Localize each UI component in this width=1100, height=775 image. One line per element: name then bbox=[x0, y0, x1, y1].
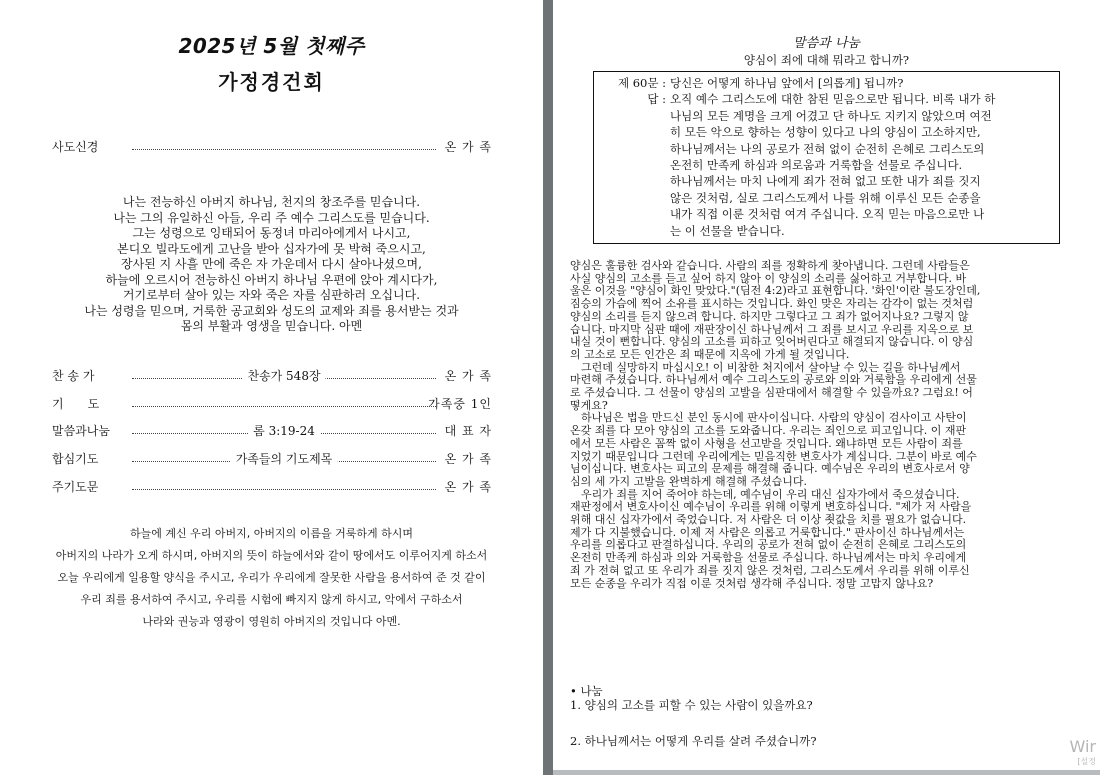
catechism-answer-line bbox=[600, 223, 1053, 239]
creed-line: 거기로부터 살아 있는 자와 죽은 자를 심판하러 오십니다. bbox=[122, 288, 421, 302]
creed-line: 하늘에 오르시어 전능하신 아버지 하나님 우편에 앉아 계시다가, bbox=[105, 272, 438, 287]
order-item-performer: 온 가 족 bbox=[444, 452, 492, 466]
essay-line: 온전히 만족케 하심과 의와 거룩함을 선물로 주십니다. 하나님께서는 마치 우리에게 bbox=[570, 551, 967, 565]
order-item-performer: 가족중 1인 bbox=[428, 397, 492, 411]
essay-line: 내실 것이 뻔합니다. 양심의 고소를 피하고 잊어버린다고 해결되지 않습니다. 이 양심 bbox=[570, 335, 974, 349]
order-item-name: 찬 송 가 bbox=[52, 369, 95, 383]
discussion-question-2: 2. 하나님께서는 어떻게 우리를 살려 주셨습니까? bbox=[570, 734, 817, 748]
essay-line: 제가 다 지불했습니다. 이제 저 사람은 의롭고 거룩합니다." 판사이신 하나님께서는 bbox=[570, 525, 965, 539]
section-title: 말씀과 나눔 bbox=[793, 36, 860, 51]
order-item-content: 찬송가 548장 bbox=[242, 367, 325, 385]
order-row-hymn bbox=[52, 367, 492, 385]
apostles-creed bbox=[40, 195, 503, 335]
answer-text: 오직 예수 그리스도에 대한 참된 믿음으로만 됩니다. 비록 내가 하 bbox=[670, 92, 996, 107]
catechism-answer-line bbox=[600, 190, 1053, 206]
catechism-answer-line bbox=[600, 157, 1053, 173]
creed-line: 나는 그의 유일하신 아들, 우리 주 예수 그리스도를 믿습니다. bbox=[113, 210, 430, 225]
catechism-answer-line bbox=[600, 124, 1053, 140]
answer-text: 히 모든 악으로 향하는 성향이 있다고 나의 양심이 고소하지만, bbox=[670, 125, 981, 140]
essay-line: 울은 이것을 "양심이 화인 맞았다."(딤전 4:2)라고 표현합니다. '화인'이란 불도장인데, bbox=[570, 284, 981, 298]
order-item-name: 말씀과나눔 bbox=[52, 424, 110, 438]
essay-line: 습니다. 마지막 심판 때에 재판장이신 하나님께서 그 죄를 보시고 우리를 지옥으로 보 bbox=[570, 322, 974, 336]
catechism-box bbox=[593, 71, 1060, 244]
creed-line: 본디오 빌라도에게 고난을 받아 십자가에 못 박혀 죽으시고, bbox=[117, 241, 426, 256]
dotted-leader bbox=[132, 450, 436, 468]
prayer-line: 아버지의 나라가 오게 하시며, 아버지의 뜻이 하늘에서와 같이 땅에서도 이루어지게 하소서 bbox=[55, 549, 488, 562]
essay-line: 양심의 소리를 듣지 않으려 합니다. 하지만 그렇다고 그 죄가 없어지나요? 그렇지 않 bbox=[570, 309, 969, 323]
essay-line: 우리가 죄를 지어 죽어야 하는데, 예수님이 우리 대신 십자가에서 죽으셨습니다. bbox=[570, 487, 960, 501]
sermon-essay bbox=[570, 260, 1085, 590]
answer-text: 하나님께서는 나의 공로가 전혀 없이 순전히 은혜로 그리스도의 bbox=[670, 141, 985, 156]
order-item-content: 롬 3:19-24 bbox=[248, 422, 320, 440]
essay-line: 에서 모든 사람은 꼼짝 없이 사형을 선고받을 것입니다. 왜냐하면 모든 사람이 죄를 bbox=[570, 436, 963, 450]
essay-line: 온갖 죄를 다 모아 양심의 고소를 도와줍니다. 우리는 죄인으로 피고입니다. 이 재판 bbox=[570, 424, 967, 438]
question-label: 제 60문 : bbox=[617, 76, 666, 90]
bulletin-subtitle: 가정경건회 bbox=[218, 70, 325, 94]
order-item-name: 주기도문 bbox=[52, 480, 99, 494]
answer-label: 답 : bbox=[647, 92, 666, 107]
creed-line: 나는 성령을 믿으며, 거룩한 공교회와 성도의 교제와 죄를 용서받는 것과 bbox=[84, 303, 459, 318]
essay-line: 재판정에서 변호사이신 예수님이 우리를 위해 이렇게 변호하십니다. "제가 저 사람을 bbox=[570, 500, 972, 514]
discussion-question-1: 1. 양심의 고소를 피할 수 있는 사람이 있을까요? bbox=[570, 698, 813, 712]
dotted-leader bbox=[132, 367, 436, 385]
essay-line: 의 고소로 모든 인간은 죄 때문에 지옥에 가게 될 것입니다. bbox=[570, 347, 850, 361]
dotted-leader bbox=[132, 422, 436, 440]
creed-line: 나는 전능하신 아버지 하나님, 천지의 창조주를 믿습니다. bbox=[122, 195, 421, 209]
catechism-question bbox=[600, 75, 1053, 91]
order-item-name: 합심기도 bbox=[52, 452, 99, 466]
essay-line: 위해 대신 십자가에서 죽었습니다. 저 사람은 더 이상 죗값을 치를 필요가 없습니다. bbox=[570, 513, 967, 527]
prayer-line: 하늘에 계신 우리 아버지, 아버지의 이름을 거룩하게 하시며 bbox=[130, 527, 413, 540]
document-bottom-edge bbox=[553, 770, 1100, 775]
order-row-lords-prayer bbox=[52, 478, 492, 496]
essay-line: 지었기 때문입니다 그런데 우리에게는 믿음직한 변호사가 계십니다. 그분이 바로 예수 bbox=[570, 449, 977, 463]
activation-watermark-sub: [설정 bbox=[1077, 757, 1096, 766]
order-row-unified-prayer bbox=[52, 450, 492, 468]
essay-line: 로 주셨습니다. 그 선물이 양심의 고발을 심판대에서 해결할 수 있을까요? 그럼요! 어 bbox=[570, 386, 973, 400]
catechism-answer-line bbox=[600, 173, 1053, 189]
essay-line: 죄 가 전혀 없고 또 우리가 죄를 짓지 않은 것처럼, 그리스도께서 우리를 위해 이루신 bbox=[570, 563, 970, 577]
dotted-leader bbox=[132, 395, 436, 413]
prayer-line: 우리 죄를 용서하여 주시고, 우리를 시험에 빠지지 않게 하시고, 악에서 구하소서 bbox=[80, 593, 463, 606]
prayer-line: 오늘 우리에게 일용할 양식을 주시고, 우리가 우리에게 잘못한 사람을 용서하여 준 것 같이 bbox=[57, 571, 486, 584]
catechism-answer-line bbox=[600, 108, 1053, 124]
catechism-answer-line bbox=[600, 91, 1053, 107]
order-item-name: 기 도 bbox=[52, 397, 100, 411]
essay-line: 사실 양심의 고소를 듣고 싶어 하지 않아 이 양심의 소리를 싫어하고 거부합니다. 바 bbox=[570, 271, 967, 285]
bulletin-left-page bbox=[0, 0, 543, 775]
answer-text: 나님의 모든 계명을 크게 어겼고 단 하나도 지키지 않았으며 여전 bbox=[670, 108, 992, 123]
order-item-content: 가족들의 기도제목 bbox=[231, 450, 338, 468]
answer-text: 내가 직접 이룬 것처럼 여겨 주십니다. 오직 믿는 마음으로만 나 bbox=[670, 207, 985, 222]
answer-text: 않은 것처럼, 실로 그리스도께서 나를 위해 이루신 모든 순종을 bbox=[670, 190, 981, 205]
essay-line: 그런데 실망하지 마십시오! 이 비참한 처지에서 살아날 수 있는 길을 하나님께서 bbox=[570, 360, 961, 374]
order-row-sermon bbox=[52, 422, 492, 440]
essay-line: 님이십니다. 변호사는 피고의 문제를 해결해 줍니다. 예수님은 우리의 변호사로서 양 bbox=[570, 462, 970, 476]
essay-line: 모든 순종을 우리가 직접 이룬 것처럼 생각해 주십니다. 정말 고맙지 않나요? bbox=[570, 576, 934, 590]
essay-line: 짐승의 가슴에 찍어 소유를 표시하는 것입니다. 화인 맞은 자리는 감각이 없는 것처럼 bbox=[570, 297, 974, 311]
dotted-leader bbox=[132, 138, 436, 156]
lords-prayer-text bbox=[30, 523, 513, 633]
essay-line: 마련해 주셨습니다. 하나님께서 예수 그리스도의 공로와 의와 거룩함을 우리에게 선물 bbox=[570, 373, 977, 387]
question-text: 당신은 어떻게 하나님 앞에서 [의롭게] 됩니까? bbox=[670, 76, 904, 90]
creed-line: 그는 성령으로 잉태되어 동정녀 마리아에게서 나시고, bbox=[132, 226, 411, 240]
dotted-leader bbox=[132, 478, 436, 496]
order-item-name: 사도신경 bbox=[52, 140, 99, 154]
essay-line: 심의 세 가지 고발을 완벽하게 해결해 주셨습니다. bbox=[570, 474, 807, 488]
answer-text: 하나님께서는 마치 나에게 죄가 전혀 없고 또한 내가 죄를 짓지 bbox=[670, 174, 981, 189]
prayer-line: 나라와 권능과 영광이 영원히 아버지의 것입니다 아멘. bbox=[142, 615, 401, 628]
bulletin-date-title: 2025년 5월 첫째주 bbox=[178, 34, 365, 58]
essay-line: 우리를 의롭다고 판결하십니다. 우리의 공로가 전혀 없이 순전히 은혜로 그리스도의 bbox=[570, 538, 967, 552]
bulletin-right-page bbox=[553, 0, 1100, 770]
essay-line: 하나님은 법을 만드신 분인 동시에 판사이십니다. 사람의 양심이 검사이고 사탄이 bbox=[570, 411, 967, 425]
answer-text: 는 이 선물을 받습니다. bbox=[670, 223, 785, 238]
order-row-creed bbox=[52, 138, 492, 156]
order-item-performer: 온 가 족 bbox=[444, 480, 492, 494]
creed-line: 몸의 부활과 영생을 믿습니다. 아멘 bbox=[180, 319, 363, 333]
order-item-performer: 대 표 자 bbox=[444, 424, 492, 438]
order-row-prayer bbox=[52, 395, 492, 413]
activation-watermark: Wir bbox=[1069, 737, 1096, 756]
order-item-performer: 온 가 족 bbox=[444, 369, 492, 383]
catechism-answer-line bbox=[600, 206, 1053, 222]
order-item-performer: 온 가 족 bbox=[444, 140, 492, 154]
discussion-heading: • 나눔 bbox=[570, 684, 603, 698]
section-subtitle: 양심이 죄에 대해 뭐라고 합니까? bbox=[743, 53, 910, 67]
answer-text: 온전히 만족케 하심과 의로움과 거룩함을 선물로 주십니다. bbox=[670, 157, 963, 172]
essay-line: 떻게요? bbox=[570, 398, 608, 412]
catechism-answer-line bbox=[600, 141, 1053, 157]
creed-line: 장사된 지 사흘 만에 죽은 자 가운데서 다시 살아나셨으며, bbox=[121, 257, 422, 271]
essay-line: 양심은 훌륭한 검사와 같습니다. 사람의 죄를 정확하게 찾아냅니다. 그런데 사람들은 bbox=[570, 259, 970, 272]
